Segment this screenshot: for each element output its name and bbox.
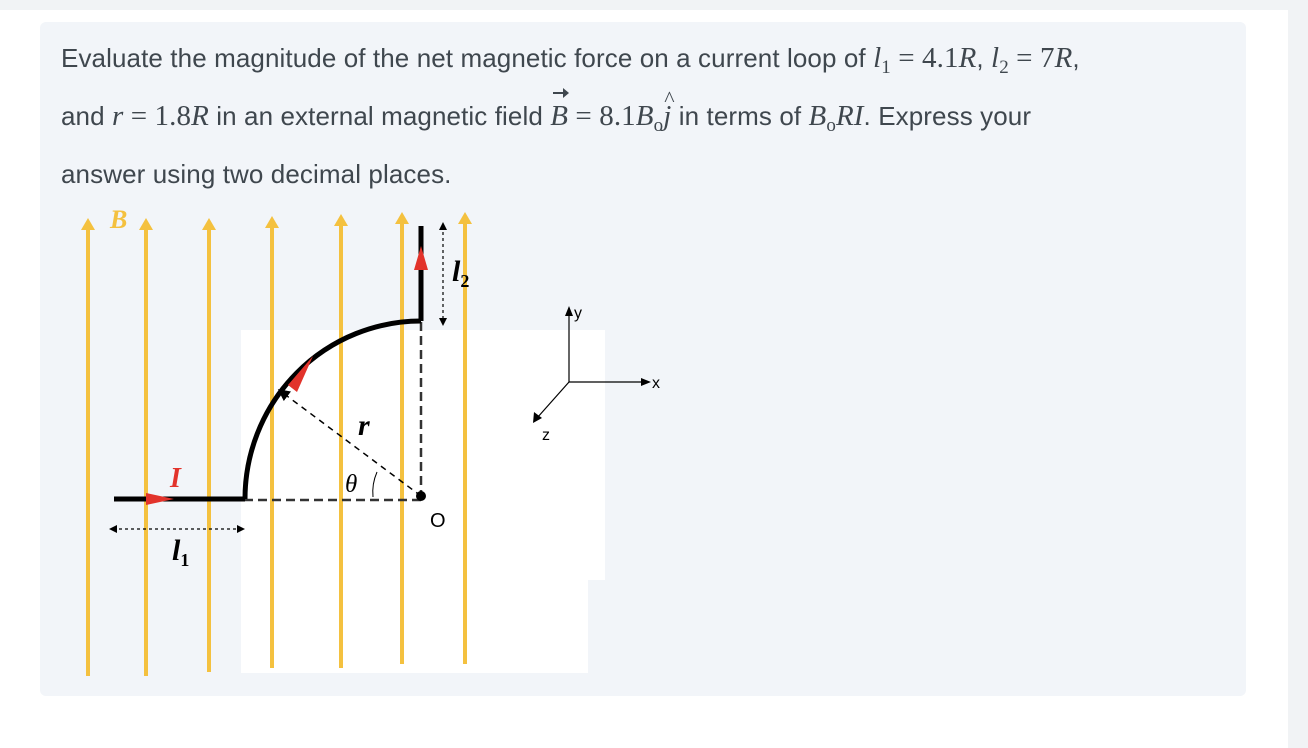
current-label: I [170, 463, 181, 494]
r-symbol: r [112, 100, 124, 132]
current-arrow-vertical [414, 246, 428, 270]
R-symbol: R [958, 42, 977, 74]
j-hat-symbol: ^ j [663, 92, 671, 140]
z-axis-label: z [542, 427, 550, 444]
current-arrow-horizontal [146, 493, 174, 505]
B-vector-symbol: B [550, 92, 568, 140]
r-value: = 1.8 [123, 100, 192, 132]
l1-subscript: 1 [881, 57, 891, 78]
question-part5: . Express your [863, 101, 1032, 131]
radius-label: r [358, 409, 370, 442]
l1-value: = 4.1 [890, 42, 959, 74]
question-part1: Evaluate the magnitude of the net magnetic force on a current loop of [61, 43, 874, 73]
angle-label: θ [345, 471, 358, 498]
R-symbol-2: R [1054, 42, 1073, 74]
l2-figure-label: $l_2$ [452, 255, 470, 291]
Bo-symbol: B [635, 100, 654, 132]
figure-white-panel [241, 330, 605, 580]
question-part3: in an external magnetic field [208, 101, 551, 131]
question-part4: in terms of [671, 101, 809, 131]
B-value: = 8.1 [568, 100, 636, 132]
l2-dimension-arrow-top [439, 222, 447, 230]
l2-symbol: l [991, 42, 1000, 74]
comma-2: , [1072, 43, 1080, 73]
question-part2: and [61, 101, 113, 131]
units-symbol: RI [835, 100, 864, 132]
comma-1: , [976, 43, 992, 73]
l2-dimension-arrow-bottom [439, 318, 447, 326]
question-part6: answer using two decimal places. [61, 159, 452, 189]
l1-dimension-arrow-left [109, 525, 117, 533]
l1-symbol: l [873, 42, 882, 74]
Bo-symbol-2: B [808, 100, 827, 132]
field-line [139, 218, 153, 676]
field-line [81, 218, 95, 676]
l2-value: = 7 [1008, 42, 1055, 74]
Bo-subscript-2: o [826, 115, 836, 136]
R-symbol-3: R [191, 100, 209, 132]
l2-subscript: 2 [999, 57, 1009, 78]
origin-label: O [430, 510, 446, 532]
Bo-subscript: o [653, 115, 664, 136]
origin-point [416, 491, 426, 501]
y-axis-label: y [574, 305, 582, 322]
l1-figure-label: $l_1$ [172, 534, 190, 570]
figure-white-panel-lower [241, 570, 588, 673]
x-axis-label: x [652, 375, 660, 392]
field-label: B [110, 205, 128, 234]
field-line [202, 218, 216, 672]
